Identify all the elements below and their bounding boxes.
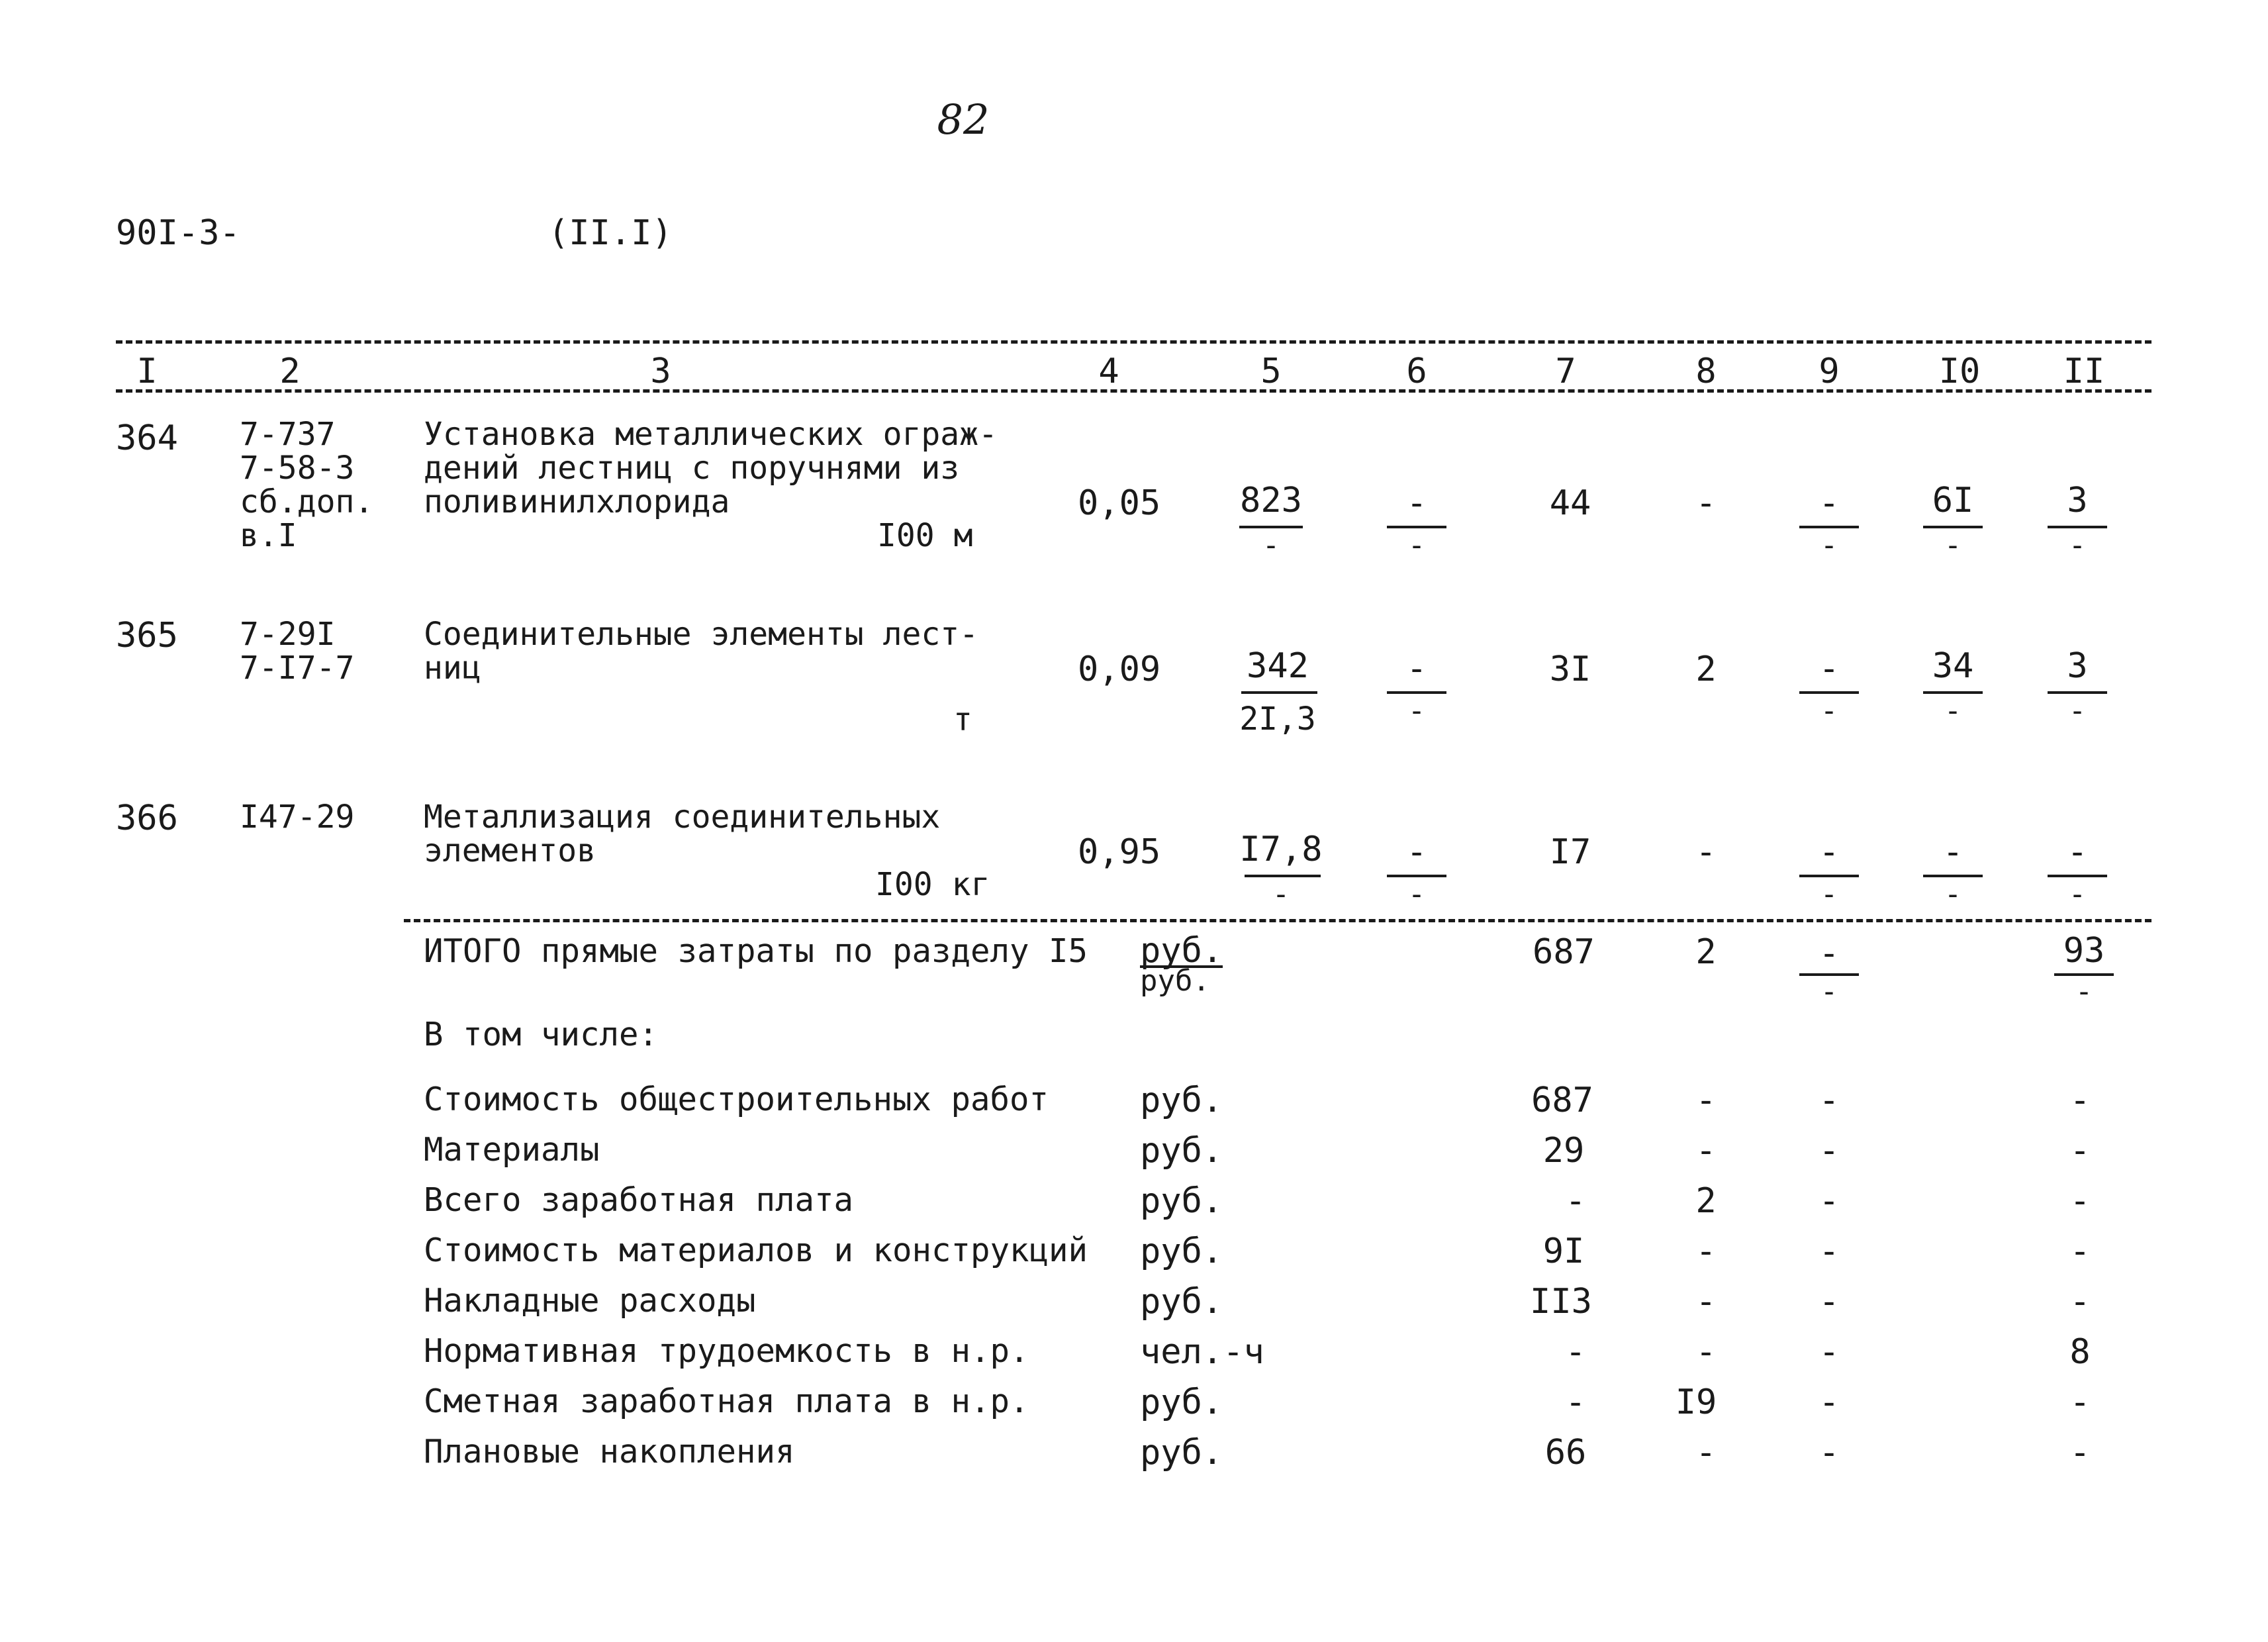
breakdown-label: Материалы <box>424 1131 600 1169</box>
row-description-line: Соединительные элементы лест- <box>424 616 979 653</box>
breakdown-col9: - <box>1819 1382 1840 1422</box>
breakdown-col11: - <box>2069 1081 2091 1120</box>
column-header-8: 8 <box>1695 352 1717 391</box>
row-number: 366 <box>116 798 178 838</box>
breakdown-col7: - <box>1565 1181 1586 1221</box>
breakdown-col9: - <box>1819 1232 1840 1271</box>
breakdown-unit: руб. <box>1140 1181 1223 1221</box>
breakdown-col8: - <box>1695 1282 1717 1322</box>
column-header-2: 2 <box>279 352 301 391</box>
breakdown-label: Накладные расходы <box>424 1282 756 1320</box>
document-section: (II.I) <box>548 213 673 253</box>
row-quantity: 0,95 <box>1078 832 1161 872</box>
breakdown-label: Стоимость материалов и конструкций <box>424 1232 1088 1269</box>
breakdown-col8: - <box>1695 1332 1717 1372</box>
breakdown-label: Плановые накопления <box>424 1433 795 1471</box>
total-col8: 2 <box>1695 932 1717 972</box>
row-code: 7-I7-7 <box>240 650 355 687</box>
row-code: в.I <box>240 517 297 554</box>
row-code: 7-58-3 <box>240 450 355 487</box>
breakdown-unit: руб. <box>1140 1081 1223 1120</box>
row-code: 7-737 <box>240 416 336 453</box>
row-col8: 2 <box>1695 650 1717 689</box>
breakdown-col11: - <box>2069 1282 2091 1322</box>
column-header-4: 4 <box>1098 352 1119 391</box>
total-col7: 687 <box>1533 932 1595 972</box>
row-unit: I00 кг <box>875 866 990 903</box>
column-header-5: 5 <box>1260 352 1282 391</box>
page-number: 82 <box>937 95 990 144</box>
total-rule <box>404 919 2151 922</box>
breakdown-col9: - <box>1819 1282 1840 1322</box>
breakdown-col7: - <box>1565 1382 1586 1422</box>
row-description-line: Установка металлических ограж- <box>424 416 998 453</box>
breakdown-label: Сметная заработная плата в н.р. <box>424 1382 1029 1420</box>
row-code: сб.доп. <box>240 483 374 520</box>
column-header-1: I <box>136 352 158 391</box>
header-bottom-rule <box>116 389 2151 393</box>
breakdown-unit: руб. <box>1140 1382 1223 1422</box>
breakdown-col9: - <box>1819 1131 1840 1171</box>
row-unit: I00 м <box>877 517 973 554</box>
row-description-line: ниц <box>424 650 481 687</box>
breakdown-unit: руб. <box>1140 1282 1223 1322</box>
row-col8: - <box>1695 483 1717 523</box>
including-label: В том числе: <box>424 1016 659 1053</box>
column-header-3: 3 <box>650 352 671 391</box>
row-quantity: 0,09 <box>1078 650 1161 689</box>
column-header-6: 6 <box>1406 352 1427 391</box>
breakdown-col11: - <box>2069 1131 2091 1171</box>
row-code: 7-29I <box>240 616 336 653</box>
breakdown-unit: чел.-ч <box>1140 1332 1264 1372</box>
column-header-7: 7 <box>1555 352 1576 391</box>
header-top-rule <box>116 340 2151 344</box>
row-col7: 44 <box>1549 483 1591 523</box>
row-number: 364 <box>116 418 178 458</box>
row-description-line: элементов <box>424 832 596 869</box>
breakdown-col9: - <box>1819 1081 1840 1120</box>
row-col7: I7 <box>1549 832 1591 872</box>
breakdown-col11: - <box>2069 1433 2091 1473</box>
row-number: 365 <box>116 616 178 655</box>
row-quantity: 0,05 <box>1078 483 1161 523</box>
row-col7: 3I <box>1549 650 1591 689</box>
breakdown-col11: - <box>2069 1232 2091 1271</box>
breakdown-col8: 2 <box>1695 1181 1717 1221</box>
document-code: 90I-3- <box>116 213 240 253</box>
breakdown-col11: - <box>2069 1181 2091 1221</box>
row-description-line: Металлизация соединительных <box>424 798 941 836</box>
total-label: ИТОГО прямые затраты по разделу I5 <box>424 932 1088 970</box>
row-description-line: дений лестниц с поручнями из <box>424 450 960 487</box>
breakdown-col8: - <box>1695 1433 1717 1473</box>
row-col8: - <box>1695 832 1717 872</box>
breakdown-col11: - <box>2069 1382 2091 1422</box>
breakdown-label: Всего заработная плата <box>424 1181 854 1219</box>
breakdown-col7: 66 <box>1544 1433 1587 1473</box>
breakdown-col7: - <box>1565 1332 1586 1372</box>
column-header-9: 9 <box>1819 352 1840 391</box>
breakdown-col11: 8 <box>2069 1332 2091 1372</box>
breakdown-col9: - <box>1819 1181 1840 1221</box>
row-code: I47-29 <box>240 798 355 836</box>
column-header-11: II <box>2063 352 2105 391</box>
breakdown-label: Нормативная трудоемкость в н.р. <box>424 1332 1029 1370</box>
breakdown-col9: - <box>1819 1332 1840 1372</box>
breakdown-col8: I9 <box>1675 1382 1717 1422</box>
breakdown-col8: - <box>1695 1232 1717 1271</box>
breakdown-col7: 9I <box>1542 1232 1585 1271</box>
breakdown-col7: 687 <box>1531 1081 1593 1120</box>
breakdown-col9: - <box>1819 1433 1840 1473</box>
breakdown-col8: - <box>1695 1081 1717 1120</box>
row-description-line: поливинилхлорида <box>424 483 730 520</box>
breakdown-unit: руб. <box>1140 1433 1223 1473</box>
column-header-10: I0 <box>1938 352 1981 391</box>
breakdown-label: Стоимость общестроительных работ <box>424 1081 1049 1118</box>
breakdown-unit: руб. <box>1140 1232 1223 1271</box>
breakdown-col7: II3 <box>1530 1282 1592 1322</box>
breakdown-col8: - <box>1695 1131 1717 1171</box>
row-unit: т <box>953 701 972 738</box>
breakdown-col7: 29 <box>1542 1131 1585 1171</box>
breakdown-unit: руб. <box>1140 1131 1223 1171</box>
